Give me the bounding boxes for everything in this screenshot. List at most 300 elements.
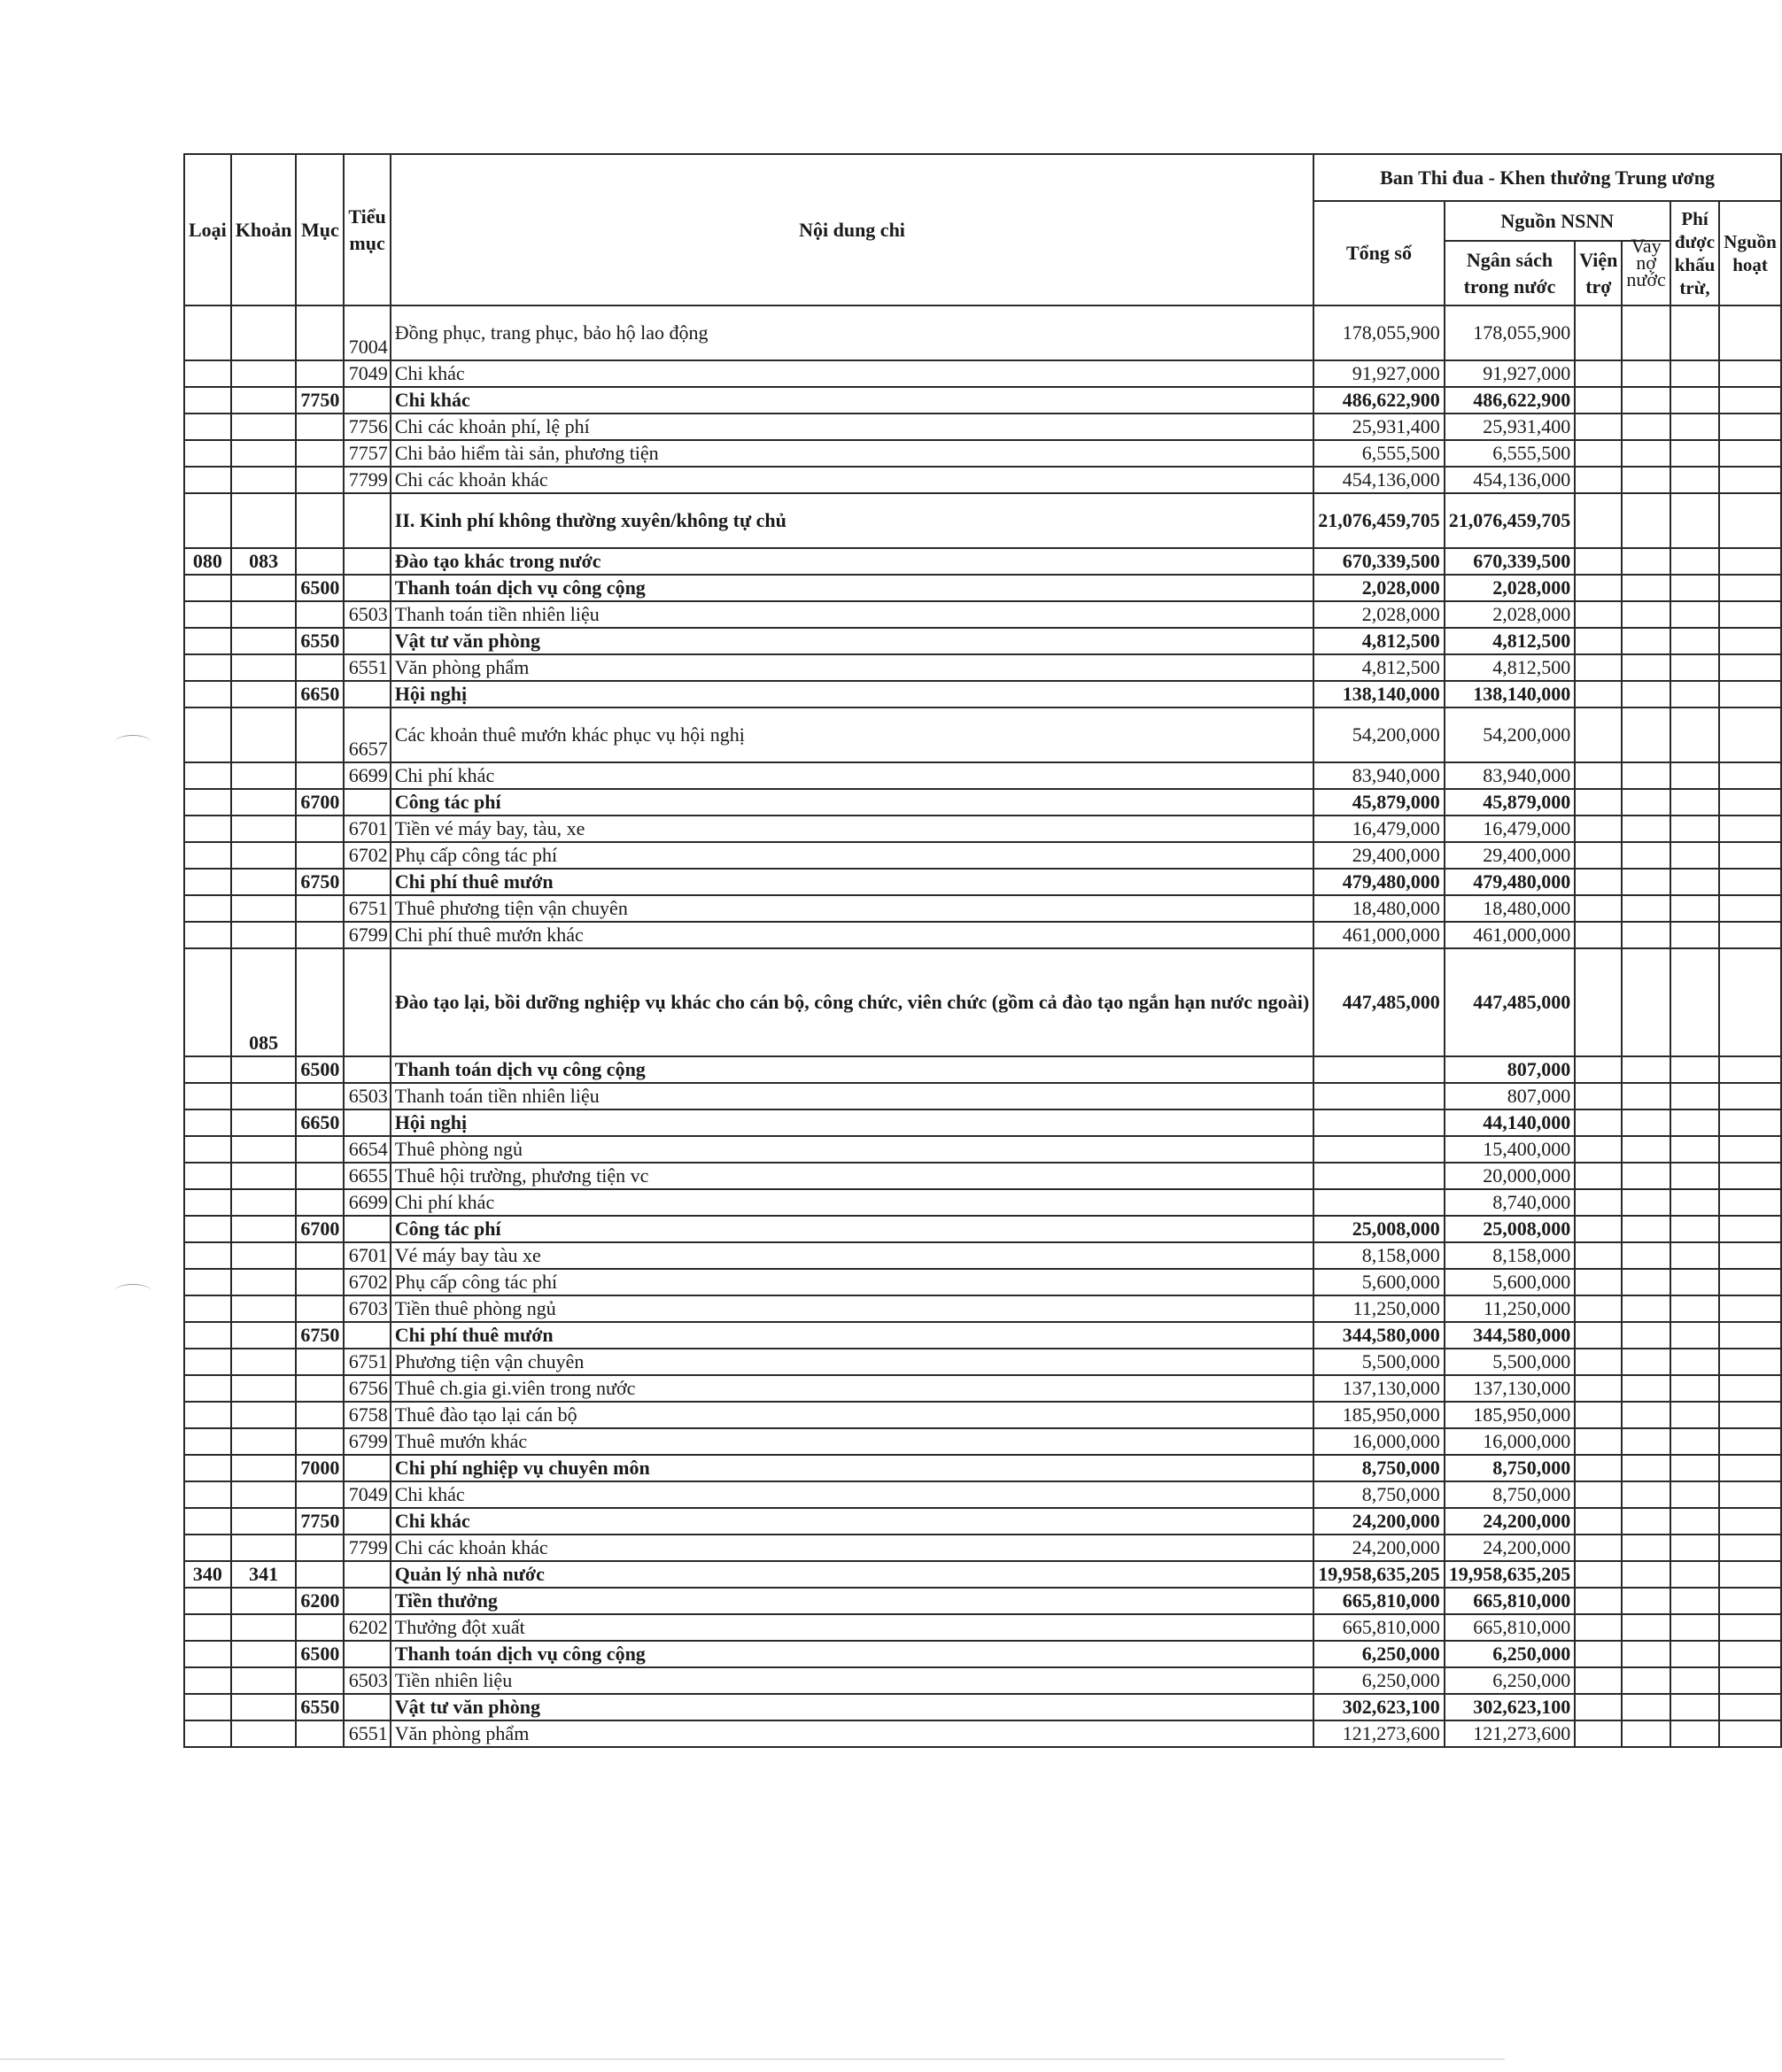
cell-vien-tro — [1575, 948, 1622, 1056]
cell-vien-tro — [1575, 414, 1622, 440]
cell-phi — [1670, 1163, 1720, 1189]
cell-muc — [296, 1402, 344, 1428]
cell-loai — [184, 575, 231, 601]
cell-vay-no — [1622, 1295, 1670, 1322]
cell-tieu-muc: 6799 — [344, 1428, 390, 1455]
cell-tong-so: 25,931,400 — [1313, 414, 1445, 440]
cell-muc: 6650 — [296, 681, 344, 707]
cell-nguon-hoat — [1719, 1508, 1781, 1535]
table-row — [184, 1163, 1781, 1189]
cell-vien-tro — [1575, 1136, 1622, 1163]
cell-vay-no — [1622, 1455, 1670, 1481]
cell-muc: 6200 — [296, 1588, 344, 1614]
cell-muc — [296, 1189, 344, 1216]
header-agency: Ban Thi đua - Khen thưởng Trung ương — [1313, 154, 1781, 201]
table-row — [184, 1242, 1781, 1269]
cell-muc — [296, 1375, 344, 1402]
cell-vay-no — [1622, 440, 1670, 467]
cell-nguon-hoat — [1719, 922, 1781, 948]
cell-muc: 6500 — [296, 1056, 344, 1083]
cell-tong-so: 479,480,000 — [1313, 869, 1445, 895]
cell-khoan — [231, 440, 297, 467]
cell-khoan — [231, 1614, 297, 1641]
cell-ngan-sach: 121,273,600 — [1445, 1720, 1576, 1747]
cell-phi — [1670, 654, 1720, 681]
cell-loai — [184, 467, 231, 493]
cell-ngan-sach: 19,958,635,205 — [1445, 1561, 1576, 1588]
cell-noi-dung: Thanh toán tiền nhiên liệu — [391, 601, 1313, 628]
cell-loai — [184, 1588, 231, 1614]
header-nguon-hoat: Nguồn hoạt — [1719, 201, 1781, 305]
cell-vay-no — [1622, 1242, 1670, 1269]
table-row — [184, 789, 1781, 816]
cell-tieu-muc: 6551 — [344, 654, 390, 681]
cell-ngan-sach: 665,810,000 — [1445, 1614, 1576, 1641]
table-row — [184, 1481, 1781, 1508]
cell-noi-dung: Phụ cấp công tác phí — [391, 842, 1313, 869]
cell-khoan — [231, 1083, 297, 1109]
cell-tong-so: 185,950,000 — [1313, 1402, 1445, 1428]
cell-noi-dung: Chi phí khác — [391, 762, 1313, 789]
cell-khoan — [231, 1588, 297, 1614]
cell-vien-tro — [1575, 601, 1622, 628]
cell-vay-no — [1622, 1216, 1670, 1242]
cell-nguon-hoat — [1719, 816, 1781, 842]
cell-loai — [184, 707, 231, 762]
cell-phi — [1670, 387, 1720, 414]
cell-noi-dung: Chi khác — [391, 1508, 1313, 1535]
cell-nguon-hoat — [1719, 548, 1781, 575]
cell-nguon-hoat — [1719, 948, 1781, 1056]
cell-khoan — [231, 628, 297, 654]
cell-phi — [1670, 895, 1720, 922]
cell-noi-dung: Hội nghị — [391, 1109, 1313, 1136]
cell-tong-so: 5,600,000 — [1313, 1269, 1445, 1295]
cell-khoan — [231, 1056, 297, 1083]
cell-ngan-sach: 54,200,000 — [1445, 707, 1576, 762]
cell-vien-tro — [1575, 922, 1622, 948]
table-row — [184, 1720, 1781, 1747]
cell-phi — [1670, 948, 1720, 1056]
cell-phi — [1670, 789, 1720, 816]
cell-phi — [1670, 360, 1720, 387]
cell-khoan — [231, 414, 297, 440]
cell-muc: 7750 — [296, 387, 344, 414]
cell-phi — [1670, 601, 1720, 628]
cell-tieu-muc: 6655 — [344, 1163, 390, 1189]
cell-vay-no — [1622, 1402, 1670, 1428]
cell-vien-tro — [1575, 305, 1622, 360]
cell-tong-so: 8,750,000 — [1313, 1481, 1445, 1508]
cell-phi — [1670, 1216, 1720, 1242]
cell-muc: 7000 — [296, 1455, 344, 1481]
cell-khoan — [231, 575, 297, 601]
cell-ngan-sach: 807,000 — [1445, 1056, 1576, 1083]
cell-khoan — [231, 1189, 297, 1216]
cell-khoan — [231, 1402, 297, 1428]
cell-khoan — [231, 601, 297, 628]
table-row — [184, 1588, 1781, 1614]
table-row — [184, 387, 1781, 414]
cell-tong-so: 16,479,000 — [1313, 816, 1445, 842]
cell-vay-no — [1622, 654, 1670, 681]
cell-phi — [1670, 1109, 1720, 1136]
cell-tieu-muc — [344, 681, 390, 707]
cell-ngan-sach: 91,927,000 — [1445, 360, 1576, 387]
cell-tong-so: 486,622,900 — [1313, 387, 1445, 414]
cell-ngan-sach: 8,740,000 — [1445, 1189, 1576, 1216]
cell-khoan — [231, 1535, 297, 1561]
cell-noi-dung: Thanh toán tiền nhiên liệu — [391, 1083, 1313, 1109]
cell-tieu-muc — [344, 1588, 390, 1614]
cell-ngan-sach: 6,250,000 — [1445, 1641, 1576, 1667]
cell-tieu-muc: 7049 — [344, 1481, 390, 1508]
cell-ngan-sach: 44,140,000 — [1445, 1109, 1576, 1136]
cell-vay-no — [1622, 1322, 1670, 1349]
cell-phi — [1670, 1056, 1720, 1083]
cell-tieu-muc: 6756 — [344, 1375, 390, 1402]
cell-loai — [184, 360, 231, 387]
cell-vien-tro — [1575, 1163, 1622, 1189]
cell-loai — [184, 869, 231, 895]
cell-tong-so: 5,500,000 — [1313, 1349, 1445, 1375]
cell-tieu-muc: 6702 — [344, 1269, 390, 1295]
cell-vien-tro — [1575, 440, 1622, 467]
cell-ngan-sach: 486,622,900 — [1445, 387, 1576, 414]
cell-khoan — [231, 1269, 297, 1295]
cell-noi-dung: Tiền nhiên liệu — [391, 1667, 1313, 1694]
cell-phi — [1670, 493, 1720, 548]
table-row — [184, 1189, 1781, 1216]
cell-vien-tro — [1575, 1694, 1622, 1720]
cell-khoan: 083 — [231, 548, 297, 575]
cell-loai — [184, 1295, 231, 1322]
cell-ngan-sach: 2,028,000 — [1445, 601, 1576, 628]
cell-muc — [296, 1535, 344, 1561]
cell-nguon-hoat — [1719, 654, 1781, 681]
cell-nguon-hoat — [1719, 1136, 1781, 1163]
cell-phi — [1670, 1375, 1720, 1402]
cell-noi-dung: Đào tạo lại, bồi dưỡng nghiệp vụ khác cho cán bộ, công chức, viên chức (gồm cả đào tạo ngắn hạn nước ngoài) — [391, 948, 1313, 1056]
cell-tieu-muc — [344, 1455, 390, 1481]
cell-ngan-sach: 11,250,000 — [1445, 1295, 1576, 1322]
cell-tong-so: 6,250,000 — [1313, 1641, 1445, 1667]
header-nguon-nsnn: Nguồn NSNN — [1445, 201, 1670, 241]
cell-phi — [1670, 816, 1720, 842]
cell-vien-tro — [1575, 1375, 1622, 1402]
cell-ngan-sach: 807,000 — [1445, 1083, 1576, 1109]
table-row — [184, 493, 1781, 548]
cell-ngan-sach: 185,950,000 — [1445, 1402, 1576, 1428]
table-row — [184, 628, 1781, 654]
cell-phi — [1670, 628, 1720, 654]
table-row — [184, 1428, 1781, 1455]
header-phi: Phí được khấu trừ, — [1670, 201, 1720, 305]
cell-vay-no — [1622, 1189, 1670, 1216]
cell-khoan — [231, 707, 297, 762]
cell-loai: 340 — [184, 1561, 231, 1588]
cell-nguon-hoat — [1719, 1083, 1781, 1109]
cell-ngan-sach: 16,000,000 — [1445, 1428, 1576, 1455]
cell-vien-tro — [1575, 1535, 1622, 1561]
cell-tieu-muc — [344, 628, 390, 654]
cell-vien-tro — [1575, 1189, 1622, 1216]
cell-tong-so: 24,200,000 — [1313, 1535, 1445, 1561]
cell-vien-tro — [1575, 1455, 1622, 1481]
cell-khoan — [231, 1641, 297, 1667]
cell-phi — [1670, 1428, 1720, 1455]
cell-loai — [184, 1322, 231, 1349]
cell-loai — [184, 1109, 231, 1136]
cell-ngan-sach: 18,480,000 — [1445, 895, 1576, 922]
cell-noi-dung: Chi khác — [391, 387, 1313, 414]
cell-loai — [184, 1163, 231, 1189]
cell-khoan — [231, 1720, 297, 1747]
cell-noi-dung: II. Kinh phí không thường xuyên/không tự chủ — [391, 493, 1313, 548]
table-row — [184, 1083, 1781, 1109]
cell-tong-so: 8,750,000 — [1313, 1455, 1445, 1481]
table-row — [184, 414, 1781, 440]
cell-phi — [1670, 305, 1720, 360]
cell-phi — [1670, 681, 1720, 707]
cell-khoan — [231, 1136, 297, 1163]
cell-tieu-muc — [344, 789, 390, 816]
cell-muc — [296, 305, 344, 360]
cell-loai — [184, 1614, 231, 1641]
cell-tong-so: 11,250,000 — [1313, 1295, 1445, 1322]
cell-muc — [296, 1720, 344, 1747]
cell-khoan — [231, 1242, 297, 1269]
header-tieu-muc: Tiểu mục — [344, 154, 390, 305]
cell-vien-tro — [1575, 842, 1622, 869]
cell-ngan-sach: 15,400,000 — [1445, 1136, 1576, 1163]
cell-vay-no — [1622, 789, 1670, 816]
cell-phi — [1670, 842, 1720, 869]
cell-tieu-muc: 6701 — [344, 1242, 390, 1269]
table-row — [184, 601, 1781, 628]
cell-nguon-hoat — [1719, 1216, 1781, 1242]
cell-tong-so: 29,400,000 — [1313, 842, 1445, 869]
cell-tong-so: 302,623,100 — [1313, 1694, 1445, 1720]
table-row — [184, 654, 1781, 681]
cell-vay-no — [1622, 1508, 1670, 1535]
cell-vay-no — [1622, 1535, 1670, 1561]
cell-vien-tro — [1575, 360, 1622, 387]
cell-vien-tro — [1575, 1614, 1622, 1641]
cell-loai — [184, 493, 231, 548]
table-row — [184, 869, 1781, 895]
cell-muc — [296, 1428, 344, 1455]
cell-nguon-hoat — [1719, 1588, 1781, 1614]
cell-khoan — [231, 654, 297, 681]
table-row — [184, 1667, 1781, 1694]
cell-vay-no — [1622, 467, 1670, 493]
cell-tong-so — [1313, 1083, 1445, 1109]
header-loai: Loại — [184, 154, 231, 305]
cell-tong-so: 344,580,000 — [1313, 1322, 1445, 1349]
table-row — [184, 360, 1781, 387]
cell-muc — [296, 360, 344, 387]
cell-loai: 080 — [184, 548, 231, 575]
cell-noi-dung: Thưởng đột xuất — [391, 1614, 1313, 1641]
cell-tong-so — [1313, 1109, 1445, 1136]
cell-tong-so: 6,555,500 — [1313, 440, 1445, 467]
cell-ngan-sach: 83,940,000 — [1445, 762, 1576, 789]
cell-noi-dung: Thuê đào tạo lại cán bộ — [391, 1402, 1313, 1428]
scan-edge-line — [0, 2059, 1505, 2060]
cell-phi — [1670, 467, 1720, 493]
cell-noi-dung: Chi các khoản khác — [391, 467, 1313, 493]
cell-vay-no — [1622, 1641, 1670, 1667]
cell-noi-dung: Chi phí khác — [391, 1189, 1313, 1216]
cell-loai — [184, 1083, 231, 1109]
cell-ngan-sach: 138,140,000 — [1445, 681, 1576, 707]
cell-ngan-sach: 29,400,000 — [1445, 842, 1576, 869]
cell-nguon-hoat — [1719, 440, 1781, 467]
cell-vien-tro — [1575, 681, 1622, 707]
cell-ngan-sach: 454,136,000 — [1445, 467, 1576, 493]
table-row — [184, 1322, 1781, 1349]
cell-khoan — [231, 869, 297, 895]
cell-tieu-muc — [344, 548, 390, 575]
cell-vien-tro — [1575, 1508, 1622, 1535]
cell-tieu-muc: 6503 — [344, 1083, 390, 1109]
cell-ngan-sach: 137,130,000 — [1445, 1375, 1576, 1402]
cell-vay-no — [1622, 922, 1670, 948]
cell-noi-dung: Vật tư văn phòng — [391, 1694, 1313, 1720]
cell-nguon-hoat — [1719, 1694, 1781, 1720]
cell-ngan-sach: 21,076,459,705 — [1445, 493, 1576, 548]
cell-noi-dung: Phụ cấp công tác phí — [391, 1269, 1313, 1295]
cell-phi — [1670, 1508, 1720, 1535]
cell-khoan — [231, 1694, 297, 1720]
cell-tieu-muc: 6503 — [344, 1667, 390, 1694]
cell-tong-so: 83,940,000 — [1313, 762, 1445, 789]
cell-tong-so: 447,485,000 — [1313, 948, 1445, 1056]
cell-khoan — [231, 1667, 297, 1694]
cell-muc — [296, 548, 344, 575]
cell-tieu-muc — [344, 493, 390, 548]
cell-phi — [1670, 1242, 1720, 1269]
cell-loai — [184, 628, 231, 654]
cell-tong-so: 24,200,000 — [1313, 1508, 1445, 1535]
cell-vay-no — [1622, 1083, 1670, 1109]
cell-phi — [1670, 762, 1720, 789]
cell-vien-tro — [1575, 1667, 1622, 1694]
cell-vay-no — [1622, 1269, 1670, 1295]
cell-loai — [184, 1481, 231, 1508]
cell-vien-tro — [1575, 654, 1622, 681]
cell-vien-tro — [1575, 1349, 1622, 1375]
cell-tong-so: 21,076,459,705 — [1313, 493, 1445, 548]
cell-phi — [1670, 1455, 1720, 1481]
cell-khoan — [231, 789, 297, 816]
cell-tieu-muc: 6654 — [344, 1136, 390, 1163]
cell-loai — [184, 1694, 231, 1720]
cell-vien-tro — [1575, 895, 1622, 922]
cell-nguon-hoat — [1719, 305, 1781, 360]
cell-nguon-hoat — [1719, 1667, 1781, 1694]
cell-loai — [184, 1216, 231, 1242]
cell-vay-no — [1622, 548, 1670, 575]
cell-tong-so: 6,250,000 — [1313, 1667, 1445, 1694]
cell-loai — [184, 1242, 231, 1269]
cell-khoan — [231, 467, 297, 493]
cell-vien-tro — [1575, 1641, 1622, 1667]
cell-tong-so: 16,000,000 — [1313, 1428, 1445, 1455]
cell-tieu-muc — [344, 869, 390, 895]
cell-khoan — [231, 816, 297, 842]
cell-tieu-muc: 6799 — [344, 922, 390, 948]
cell-muc — [296, 654, 344, 681]
cell-nguon-hoat — [1719, 1402, 1781, 1428]
cell-vay-no — [1622, 360, 1670, 387]
cell-tieu-muc: 6701 — [344, 816, 390, 842]
cell-loai — [184, 789, 231, 816]
table-row — [184, 305, 1781, 360]
cell-nguon-hoat — [1719, 1269, 1781, 1295]
cell-khoan — [231, 1349, 297, 1375]
cell-tieu-muc — [344, 1508, 390, 1535]
cell-khoan — [231, 1455, 297, 1481]
cell-phi — [1670, 414, 1720, 440]
cell-noi-dung: Thuê phương tiện vận chuyên — [391, 895, 1313, 922]
table-row — [184, 842, 1781, 869]
header-ngan-sach: Ngân sách trong nước — [1445, 241, 1576, 305]
cell-muc: 7750 — [296, 1508, 344, 1535]
cell-tong-so: 4,812,500 — [1313, 628, 1445, 654]
cell-muc — [296, 1163, 344, 1189]
cell-ngan-sach: 25,008,000 — [1445, 1216, 1576, 1242]
cell-loai — [184, 922, 231, 948]
cell-nguon-hoat — [1719, 842, 1781, 869]
cell-tieu-muc: 6202 — [344, 1614, 390, 1641]
cell-vien-tro — [1575, 548, 1622, 575]
table-row — [184, 440, 1781, 467]
cell-vien-tro — [1575, 575, 1622, 601]
cell-vien-tro — [1575, 1720, 1622, 1747]
cell-vay-no — [1622, 1349, 1670, 1375]
cell-loai — [184, 1269, 231, 1295]
cell-phi — [1670, 1694, 1720, 1720]
cell-noi-dung: Thuê mướn khác — [391, 1428, 1313, 1455]
cell-vay-no — [1622, 707, 1670, 762]
cell-ngan-sach: 8,750,000 — [1445, 1455, 1576, 1481]
cell-muc — [296, 1242, 344, 1269]
table-row — [184, 816, 1781, 842]
table-body — [184, 305, 1781, 1747]
cell-tong-so: 138,140,000 — [1313, 681, 1445, 707]
cell-khoan — [231, 1109, 297, 1136]
table-row — [184, 548, 1781, 575]
table-row — [184, 1136, 1781, 1163]
cell-tieu-muc: 6758 — [344, 1402, 390, 1428]
cell-tong-so: 178,055,900 — [1313, 305, 1445, 360]
cell-ngan-sach: 25,931,400 — [1445, 414, 1576, 440]
cell-tieu-muc: 6699 — [344, 1189, 390, 1216]
cell-vien-tro — [1575, 762, 1622, 789]
cell-phi — [1670, 1561, 1720, 1588]
cell-tong-so: 670,339,500 — [1313, 548, 1445, 575]
cell-vien-tro — [1575, 1588, 1622, 1614]
cell-nguon-hoat — [1719, 601, 1781, 628]
cell-tong-so: 137,130,000 — [1313, 1375, 1445, 1402]
cell-muc: 6500 — [296, 1641, 344, 1667]
cell-noi-dung: Vật tư văn phòng — [391, 628, 1313, 654]
cell-nguon-hoat — [1719, 1641, 1781, 1667]
cell-vay-no — [1622, 842, 1670, 869]
cell-tieu-muc: 7004 — [344, 305, 390, 360]
